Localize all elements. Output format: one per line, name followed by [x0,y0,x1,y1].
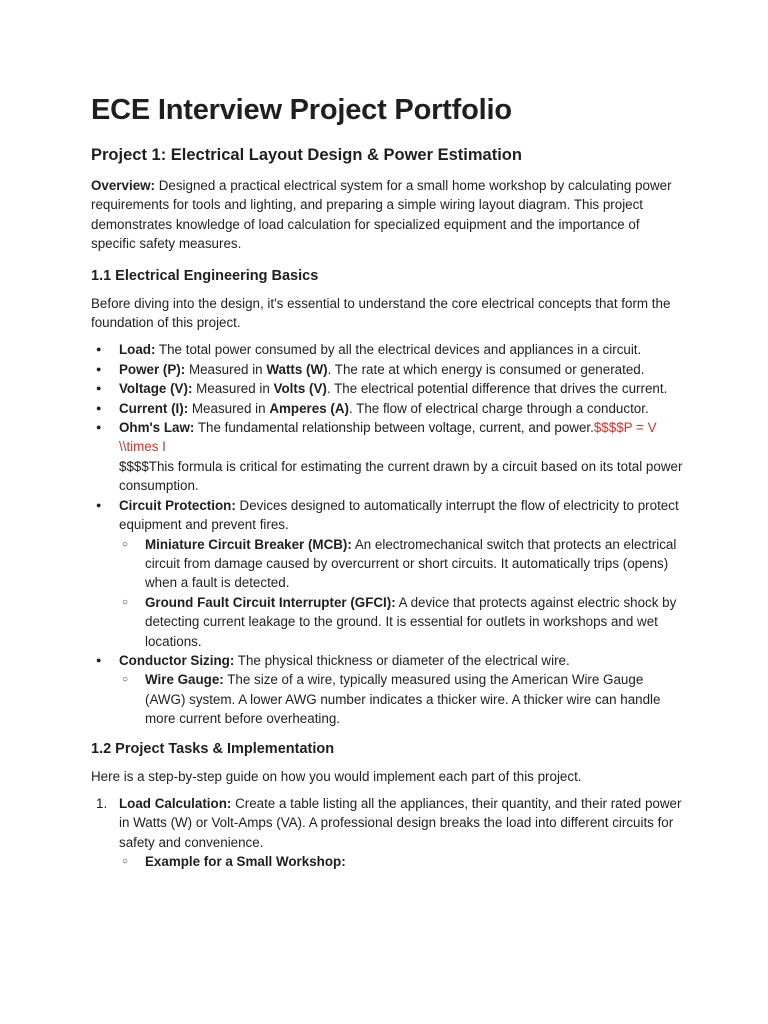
power-label: Power (P): [119,361,186,377]
current-unit: Amperes (A) [269,400,349,416]
current-text-a: Measured in [188,400,270,416]
step-number: 1. [96,795,108,811]
section-1-2-heading: 1.2 Project Tasks & Implementation [91,740,335,757]
list-item-voltage [91,379,683,398]
power-unit: Watts (W) [266,361,328,377]
list-item-load [91,340,683,359]
project-1-heading: Project 1: Electrical Layout Design & Power Estimation [91,146,522,164]
concepts-list [91,340,683,728]
load-calculation-text: Create a table listing all the appliances, their quantity, and their rated power in Watts (W) or Volt-Amps (VA). A professional design breaks the load into different circuits for safety and convenience. [119,795,682,850]
wire-gauge-text: The size of a wire, typically measured using the American Wire Gauge (AWG) system. A lower AWG number indicates a thicker wire. A thicker wire can handle more current before overheating. [145,672,661,727]
steps-list [91,794,683,872]
load-text: The total power consumed by all the electrical devices and appliances in a circuit. [155,342,642,358]
list-item-current [91,399,683,418]
gfci-text: A device that protects against electric shock by detecting current leakage to the ground. It is essential for outlets in workshops and wet locations. [145,594,677,649]
voltage-label: Voltage (V): [119,381,193,397]
document-page [91,88,683,872]
load-calculation-sublist [119,852,683,871]
list-item-wire-gauge [119,670,683,728]
voltage-unit: Volts (V) [273,381,327,397]
voltage-text-b: . The electrical potential difference that drives the current. [326,381,668,397]
mcb-text: An electromechanical switch that protects an electrical circuit from damage caused by overcurrent or short circuits. It automatically trips (opens) when a fault is detected. [145,536,677,591]
conductor-sizing-label: Conductor Sizing: [119,652,235,668]
ohms-law-formula: $$$$P = V \\times I [119,420,657,455]
list-item-power [91,360,683,379]
example-workshop-label: Example for a Small Workshop: [145,854,346,870]
list-item-gfci [119,593,683,651]
ohms-law-text: The fundamental relationship between voltage, current, and power. [194,420,594,436]
list-item-conductor-sizing [91,651,683,729]
list-item-ohms-law [91,418,683,496]
power-text-b: . The rate at which energy is consumed or generated. [327,361,645,377]
load-calculation-label: Load Calculation: [119,795,232,811]
circuit-protection-label: Circuit Protection: [119,497,236,513]
current-text-b: . The flow of electrical charge through a conductor. [348,400,649,416]
section-1-1-intro: Before diving into the design, it's essential to understand the core electrical concepts that form the foundation of this project. [91,295,671,331]
overview-paragraph [91,176,683,254]
circuit-protection-sublist [119,535,683,651]
gfci-label: Ground Fault Circuit Interrupter (GFCI): [145,594,396,610]
step-load-calculation [91,794,683,872]
circuit-protection-text: Devices designed to automatically interrupt the flow of electricity to protect equipment and prevent fires. [119,497,679,533]
ohms-law-label: Ohm's Law: [119,420,195,436]
document-title: ECE Interview Project Portfolio [91,94,512,126]
load-label: Load: [119,342,156,358]
mcb-label: Miniature Circuit Breaker (MCB): [145,536,352,552]
list-item-circuit-protection [91,496,683,651]
power-text-a: Measured in [185,361,267,377]
section-1-2-intro: Here is a step-by-step guide on how you would implement each part of this project. [91,768,582,784]
current-label: Current (I): [119,400,189,416]
conductor-sizing-sublist [119,670,683,728]
conductor-sizing-text: The physical thickness or diameter of the electrical wire. [234,652,570,668]
list-item-mcb [119,535,683,593]
list-item-example-workshop [119,852,683,871]
voltage-text-a: Measured in [192,381,274,397]
overview-text: Designed a practical electrical system for a small home workshop by calculating power requirements for tools and lighting, and preparing a simple wiring layout diagram. This project demonstrates knowledge of load calculation for specialized equipment and the importance of specific safety measures. [91,178,672,252]
overview-label: Overview: [91,178,156,193]
section-1-1-heading: 1.1 Electrical Engineering Basics [91,267,319,284]
ohms-law-text-after: $$$$This formula is critical for estimating the current drawn by a circuit based on its total power consumption. [119,458,683,494]
wire-gauge-label: Wire Gauge: [145,672,224,688]
